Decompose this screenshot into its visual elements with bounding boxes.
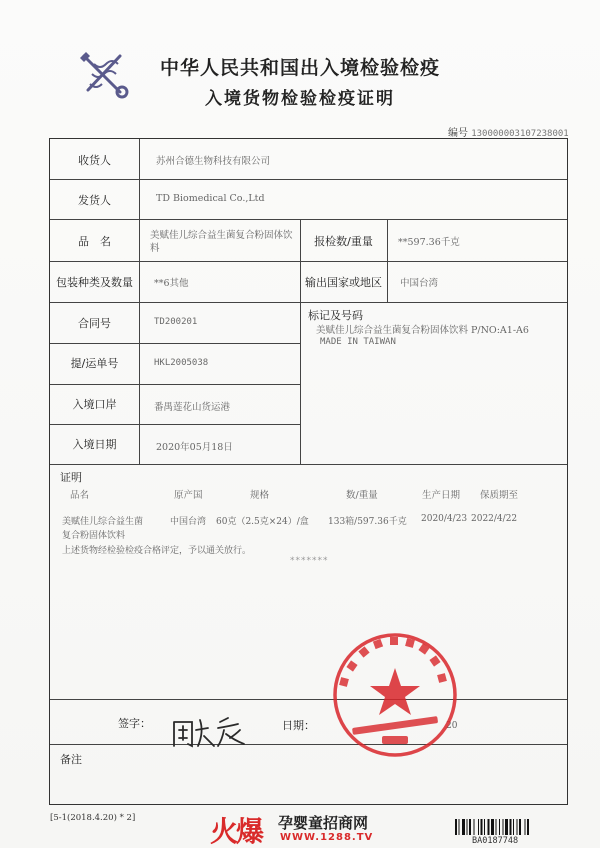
product-label: 品 名 (78, 235, 111, 248)
item-quantity: 133箱/597.36千克 (328, 517, 407, 527)
bill-value: HKL2005038 (154, 358, 209, 368)
barcode-bar (469, 819, 471, 835)
watermark-site-name: 孕婴童招商网 (278, 814, 369, 832)
form-code: [5-1(2018.4.20) * 2] (50, 813, 136, 823)
barcode-bar (484, 819, 485, 835)
barcode-bar (510, 819, 512, 835)
entry-date-value: 2020年05月18日 (156, 442, 233, 453)
item-production-date: 2020/4/23 (421, 514, 468, 524)
barcode (455, 819, 567, 835)
serial-label: 编号 (448, 128, 468, 139)
barcode-bar (481, 819, 483, 835)
col-header-production-date: 生产日期 (422, 490, 461, 501)
barcode-bar (499, 819, 500, 835)
site-watermark (210, 810, 410, 846)
col-header-name: 品名 (70, 490, 90, 501)
certificate-label: 证明 (60, 471, 82, 484)
barcode-bar (505, 819, 508, 835)
barcode-bar (513, 819, 514, 835)
item-name-line-2: 复合粉固体饮料 (62, 531, 126, 541)
port-label: 入境口岸 (72, 398, 117, 411)
col-header-spec: 规格 (250, 490, 270, 501)
origin-country-value: 中国台湾 (400, 278, 439, 289)
marks-label: 标记及号码 (308, 309, 363, 322)
barcode-bar (462, 819, 465, 835)
remarks-label: 备注 (60, 753, 82, 766)
col-header-expiry: 保质期至 (480, 490, 519, 501)
watermark-logo: 火爆 (210, 815, 263, 848)
watermark-url: WWW.1288.TV (280, 832, 374, 843)
barcode-bar (527, 819, 529, 835)
handwritten-signature (170, 712, 250, 752)
barcode-bar (525, 819, 526, 835)
contract-label: 合同号 (78, 317, 111, 330)
item-origin: 中国台湾 (170, 517, 207, 527)
barcode-number: BA0187748 (472, 836, 519, 846)
barcode-bar (474, 819, 475, 835)
barcode-bar (478, 819, 479, 835)
document-subtitle: 入境货物检验检疫证明 (205, 89, 395, 109)
serial-number (448, 124, 569, 139)
item-name-line-1: 美赋佳儿综合益生菌 (62, 517, 144, 527)
consignee-label: 收货人 (78, 154, 111, 167)
barcode-bar (491, 819, 494, 835)
item-spec: 60克（2.5克×24）/盒 (216, 517, 309, 527)
consignee-value: 苏州合德生物科技有限公司 (156, 156, 271, 167)
bill-label: 提/运单号 (70, 357, 119, 370)
barcode-bar (488, 819, 490, 835)
barcode-bar (467, 819, 468, 835)
col-header-quantity: 数/重量 (346, 490, 378, 501)
sign-date-value: 20 (446, 721, 458, 731)
package-value: **6其他 (154, 278, 189, 289)
end-of-content-marker: ******* (290, 556, 329, 566)
item-expiry: 2022/4/22 (471, 514, 518, 524)
barcode-bar (503, 819, 504, 835)
barcode-bar (517, 819, 518, 835)
origin-country-label: 输出国家或地区 (305, 276, 382, 289)
marks-line-1: 美赋佳儿综合益生菌复合粉固体饮料 P/NO:A1-A6 (316, 325, 529, 336)
port-value: 番禺莲花山货运港 (154, 402, 231, 413)
barcode-bar (519, 819, 521, 835)
signature-label: 签字： (118, 717, 151, 730)
serial-value: 130000003107238001 (471, 129, 569, 139)
contract-value: TD200201 (154, 317, 198, 327)
package-label: 包装种类及数量 (56, 276, 133, 289)
conclusion-text: 上述货物经检验检疫合格评定，予以通关放行。 (62, 546, 252, 556)
consignor-label: 发货人 (78, 194, 111, 207)
consignor-value: TD Biomedical Co.,Ltd (156, 193, 265, 204)
barcode-bar (455, 819, 457, 835)
barcode-bar (459, 819, 460, 835)
official-seal-stamp (330, 630, 460, 760)
barcode-bar (496, 819, 497, 835)
quantity-weight-value: **597.36千克 (398, 237, 460, 248)
inspection-form-table (49, 138, 568, 805)
sign-date-label: 日期： (282, 719, 315, 732)
entry-date-label: 入境日期 (72, 438, 117, 451)
col-header-origin: 原产国 (174, 490, 203, 501)
quantity-weight-label: 报检数/重量 (314, 235, 373, 248)
marks-line-2: MADE IN TAIWAN (320, 337, 396, 347)
product-value: 美赋佳儿综合益生菌复合粉固体饮料 (150, 230, 293, 254)
document-title: 中华人民共和国出入境检验检疫 (159, 57, 440, 79)
